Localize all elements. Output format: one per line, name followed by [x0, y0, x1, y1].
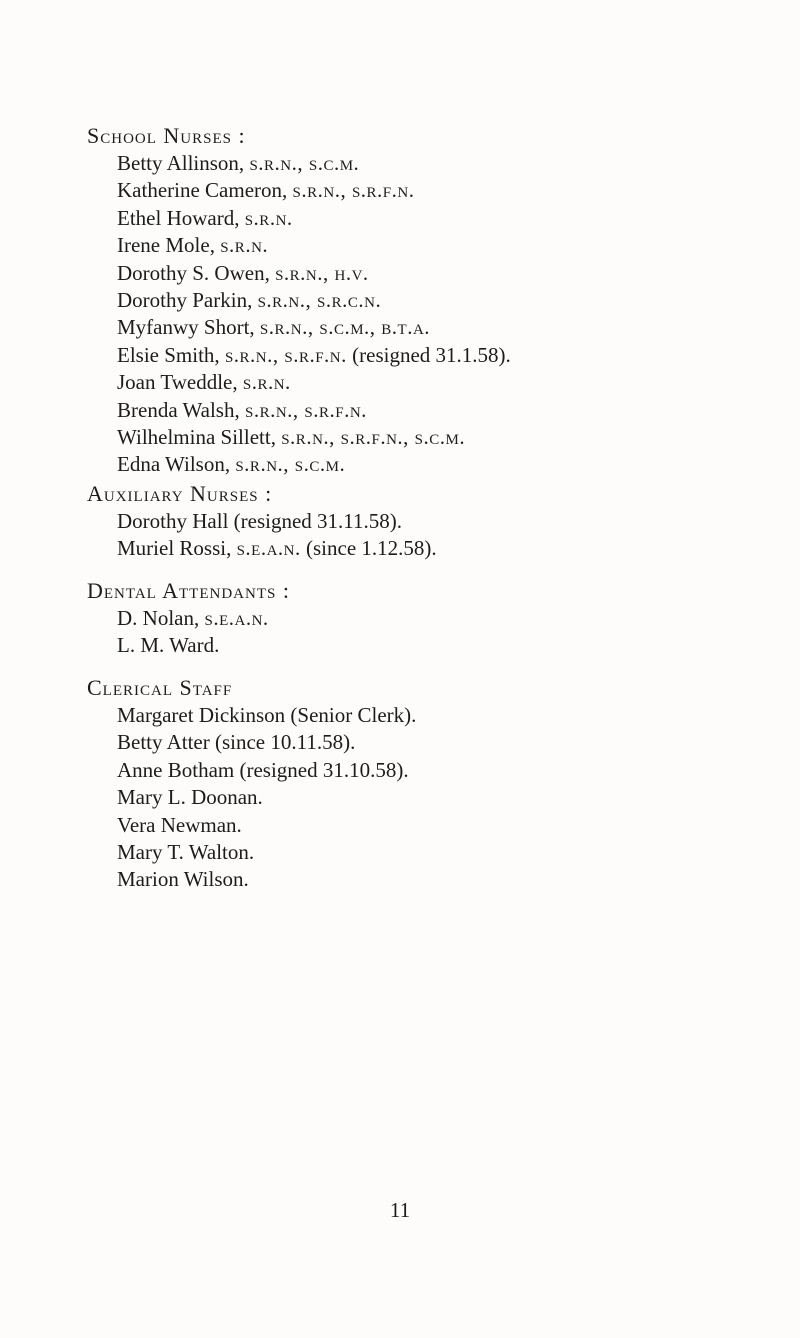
list-item: Marion Wilson.	[117, 867, 249, 892]
list-item: Edna Wilson, s.r.n., s.c.m.	[117, 452, 346, 477]
list-item: Katherine Cameron, s.r.n., s.r.f.n.	[117, 178, 415, 203]
list-item: Dorothy Hall (resigned 31.11.58).	[117, 509, 402, 533]
section-heading: Auxiliary Nurses :	[87, 481, 273, 506]
section-dental-attendants	[89, 577, 769, 660]
list-item: Anne Botham (resigned 31.10.58).	[117, 757, 409, 782]
list-item: Ethel Howard, s.r.n.	[117, 205, 293, 230]
section-school-nurses	[89, 122, 769, 479]
list-item: Wilhelmina Sillett, s.r.n., s.r.f.n., s.c.m.	[117, 424, 466, 449]
list-item: Myfanwy Short, s.r.n., s.c.m., b.t.a.	[117, 315, 431, 340]
list-item: Dorothy Parkin, s.r.n., s.r.c.n.	[117, 287, 382, 312]
section-auxiliary-nurses	[89, 480, 769, 563]
list-item: Mary T. Walton.	[117, 839, 255, 864]
list-item: Elsie Smith, s.r.n., s.r.f.n. (resigned 31.1.58).	[117, 342, 511, 367]
list-item: Betty Allinson, s.r.n., s.c.m.	[117, 151, 360, 175]
list-item: Muriel Rossi, s.e.a.n. (since 1.12.58).	[117, 536, 437, 561]
list-item: Irene Mole, s.r.n.	[117, 233, 269, 258]
section-heading: Clerical Staff	[87, 675, 233, 700]
list-item: Mary L. Doonan.	[117, 785, 263, 810]
list-item: Brenda Walsh, s.r.n., s.r.f.n.	[117, 397, 367, 422]
section-clerical-staff	[89, 674, 769, 894]
section-heading: School Nurses :	[87, 123, 246, 148]
list-item: Vera Newman.	[117, 812, 242, 837]
list-item: Betty Atter (since 10.11.58).	[117, 730, 356, 755]
list-item: D. Nolan, s.e.a.n.	[117, 606, 269, 630]
list-item: Joan Tweddle, s.r.n.	[117, 370, 291, 395]
list-item: Margaret Dickinson (Senior Clerk).	[117, 703, 417, 727]
page-number: 11	[389, 1198, 411, 1222]
list-item: L. M. Ward.	[117, 633, 220, 658]
section-heading: Dental Attendants :	[87, 578, 290, 603]
list-item: Dorothy S. Owen, s.r.n., h.v.	[117, 260, 369, 285]
